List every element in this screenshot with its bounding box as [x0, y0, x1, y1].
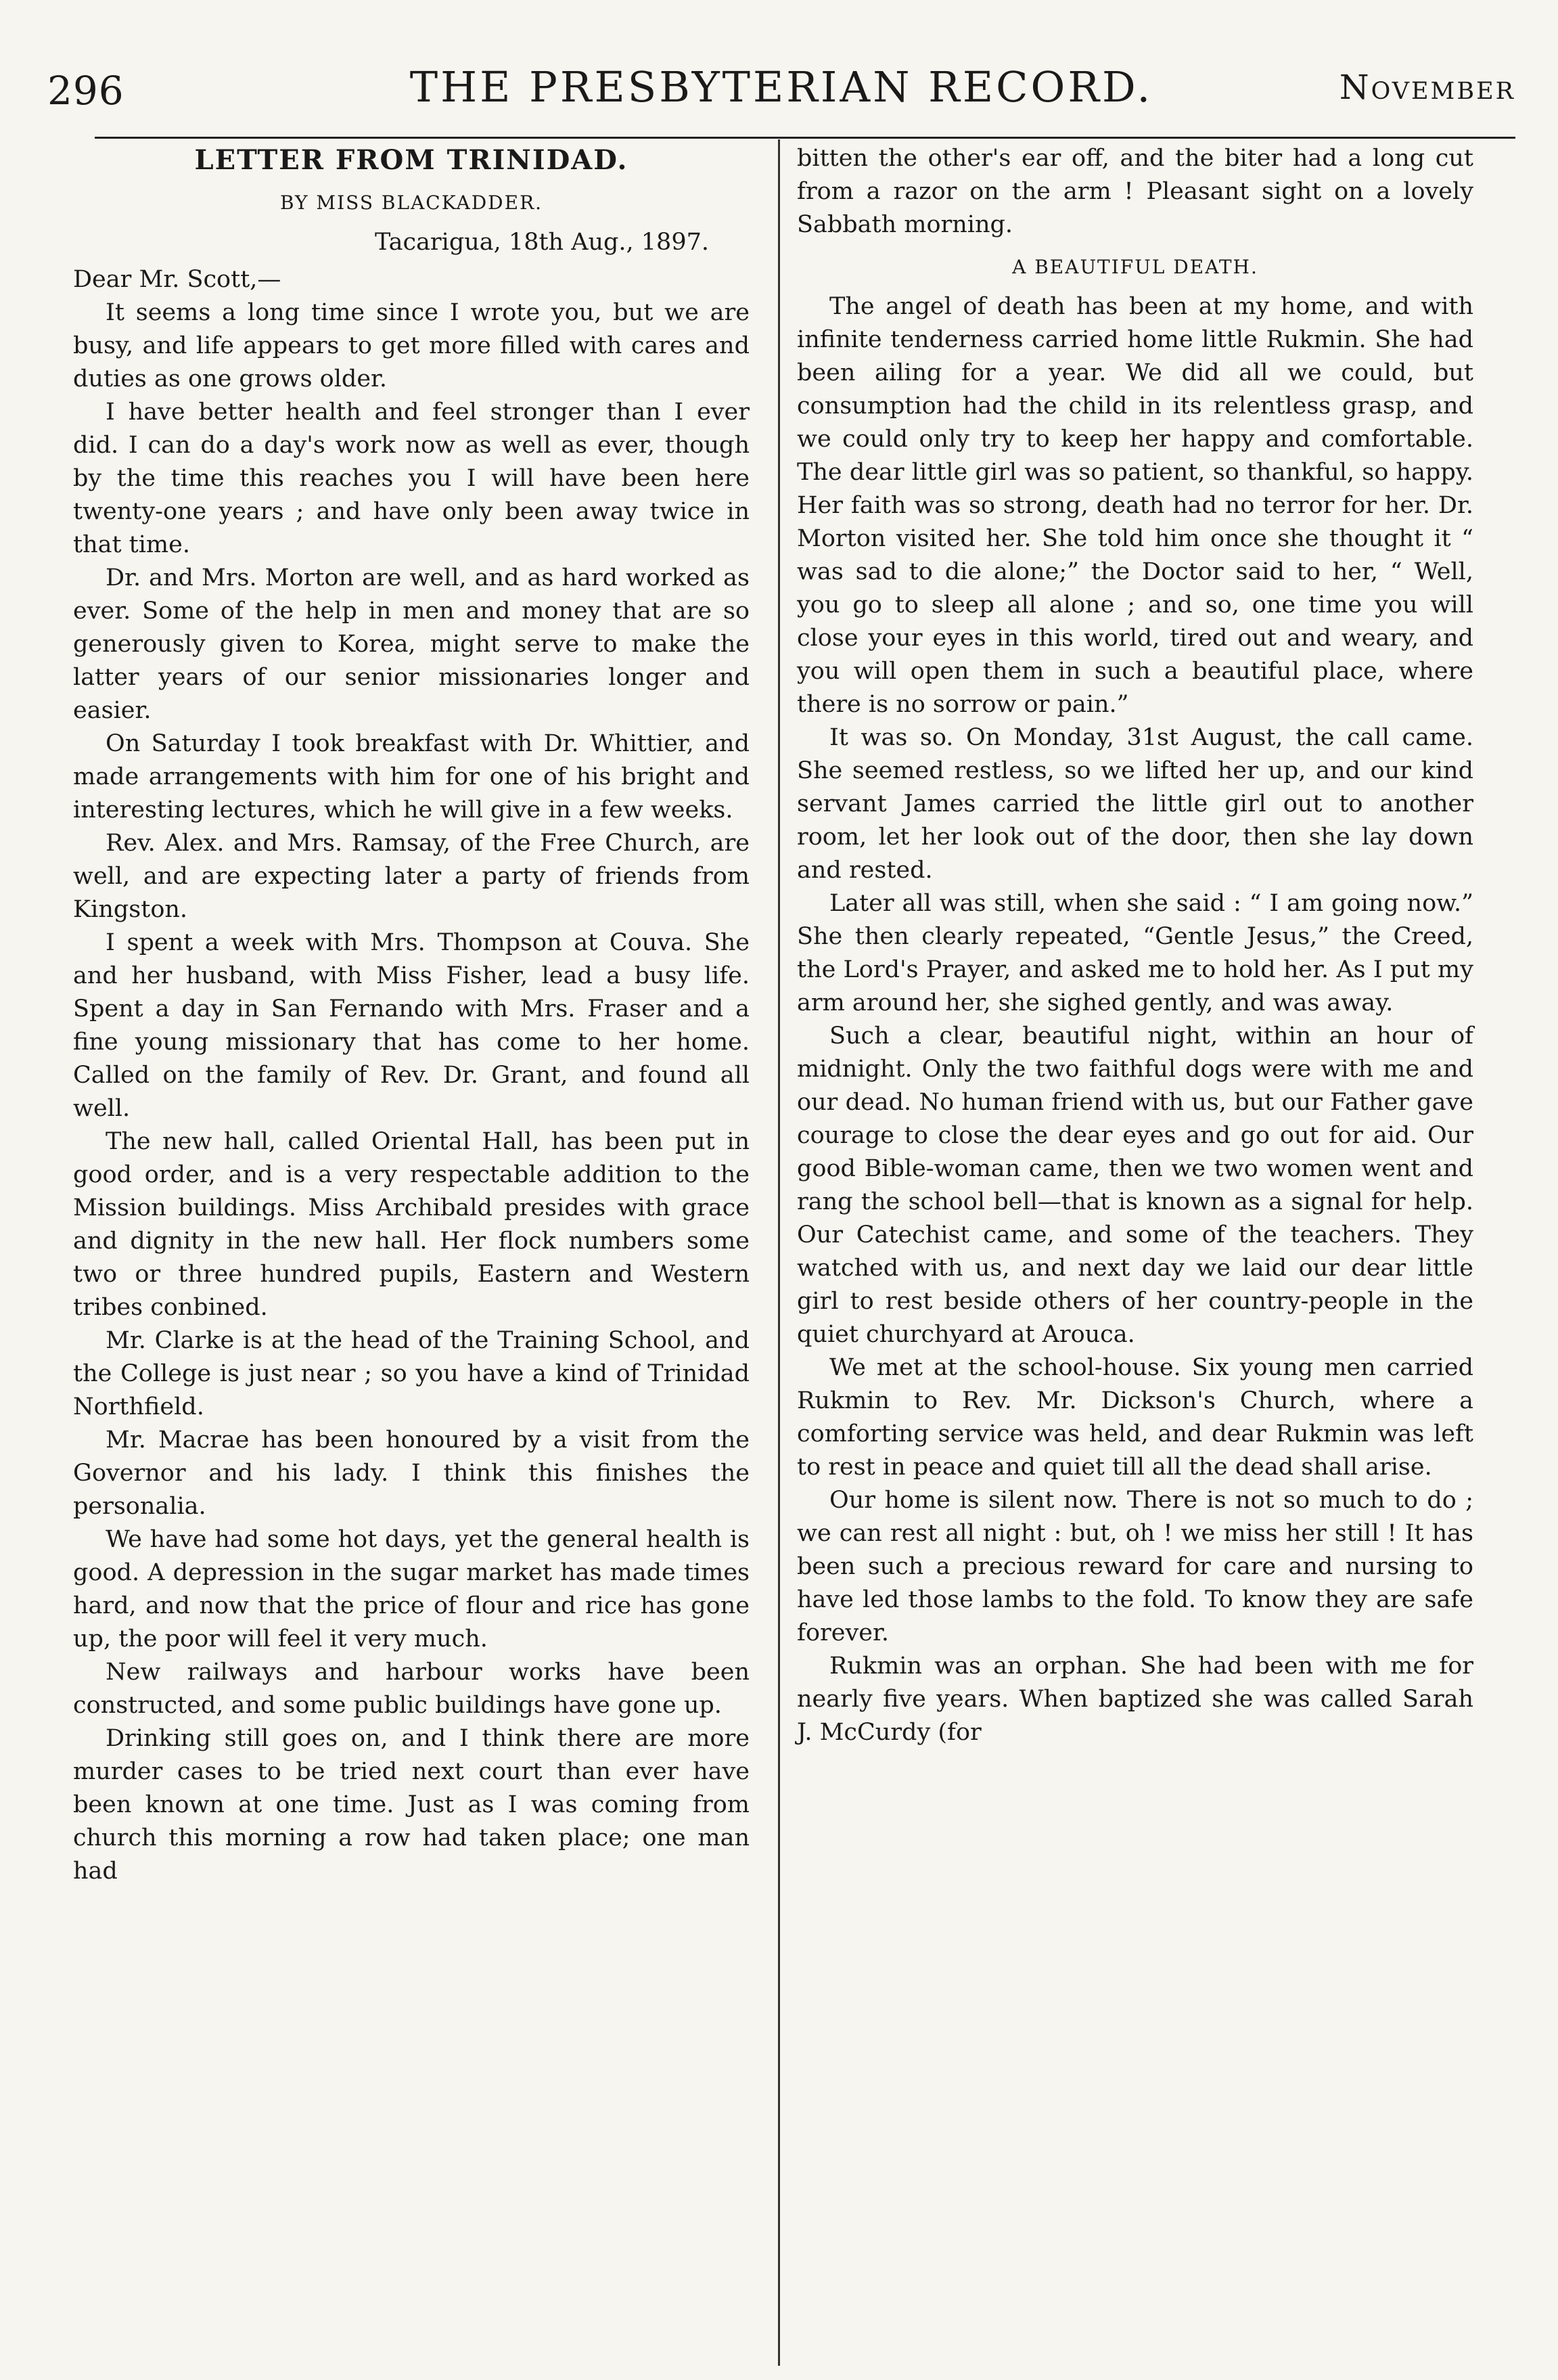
- paragraph: Dr. and Mrs. Morton are well, and as hard worked as ever. Some of the help in men and money that are so generously given to Korea, might serve to make the latter years of our senior missionaries longer and easier.: [73, 564, 750, 724]
- paragraph: The new hall, called Oriental Hall, has been put in good order, and is a very respectable addition to the Mission buildings. Miss Archibald presides with grace and dignity in the new hall. Her flock numbers some two or three hundred pupils, Eastern and Western tribes conbined.: [73, 1128, 750, 1321]
- paragraph: We met at the school-house. Six young men carried Rukmin to Rev. Mr. Dickson's Church, where a comforting service was held, and dear Rukmin was left to rest in peace and quiet till all the dead shall arise.: [797, 1354, 1473, 1481]
- paragraph: New railways and harbour works have been constructed, and some public buildings have gone up.: [73, 1659, 750, 1719]
- paragraph: On Saturday I took breakfast with Dr. Whittier, and made arrangements with him for one of his bright and interesting lectures, which he will give in a few weeks.: [73, 730, 750, 824]
- right-column: [797, 142, 1473, 1749]
- paragraph: Rukmin was an orphan. She had been with me for nearly five years. When baptized she was called Sarah J. McCurdy (for: [797, 1653, 1473, 1746]
- column-divider: [778, 139, 780, 2366]
- paragraph: I have better health and feel stronger than I ever did. I can do a day's work now as well as ever, though by the time this reaches you I will have been here twenty-one years ; and have only been away twice in that time.: [73, 399, 750, 558]
- salutation: Dear Mr. Scott,—: [73, 266, 281, 293]
- publication-title: THE PRESBYTERIAN RECORD.: [409, 62, 1153, 112]
- paragraph-continuation: bitten the other's ear off, and the biter had a long cut from a razor on the arm ! Pleasant sight on a lovely Sabbath morning.: [797, 145, 1473, 238]
- article-title: LETTER FROM TRINIDAD.: [194, 144, 628, 176]
- paragraph: Our home is silent now. There is not so much to do ; we can rest all night : but, oh ! we miss her still ! It has been such a precious reward for care and nursing to have led those lambs to the fold. To know they are safe forever.: [797, 1487, 1473, 1646]
- paragraph: Mr. Clarke is at the head of the Training School, and the College is just near ; so you have a kind of Trinidad Northfield.: [73, 1327, 750, 1420]
- paragraph: We have had some hot days, yet the general health is good. A depression in the sugar market has made times hard, and now that the price of flour and rice has gone up, the poor will feel it very much.: [73, 1526, 750, 1653]
- paragraph: Rev. Alex. and Mrs. Ramsay, of the Free Church, are well, and are expecting later a party of friends from Kingston.: [73, 830, 750, 923]
- paragraph: The angel of death has been at my home, and with infinite tenderness carried home little Rukmin. She had been ailing for a year. We did all we could, but consumption had the child in its relentless grasp, and we could only try to keep her happy and comfortable. The dear little girl was so patient, so thankful, so happy. Her faith was so strong, death had no terror for her. Dr. Morton visited her. She told him once she thought it “ was sad to die alone;” the Doctor said to her, “ Well, you go to sleep all alone ; and so, one time you will close your eyes in this world, tired out and weary, and you will open them in such a beautiful place, where there is no sorrow or pain.”: [797, 293, 1473, 718]
- paragraph: I spent a week with Mrs. Thompson at Couva. She and her husband, with Miss Fisher, lead a busy life. Spent a day in San Fernando with Mrs. Fraser and a fine young missionary that has come to her home. Called on the family of Rev. Dr. Grant, and found all well.: [73, 929, 750, 1122]
- article-byline: BY MISS BLACKADDER.: [279, 192, 543, 214]
- left-column: [73, 142, 750, 1888]
- paragraph: It was so. On Monday, 31st August, the call came. She seemed restless, so we lifted her up, and our kind servant James carried the little girl out to another room, let her look out of the door, then she lay down and rested.: [797, 724, 1473, 884]
- section-subhead: A BEAUTIFUL DEATH.: [1012, 256, 1258, 278]
- paragraph: Mr. Macrae has been honoured by a visit from the Governor and his lady. I think this finishes the personalia.: [73, 1427, 750, 1520]
- header-rule: [95, 137, 1515, 139]
- paragraph: Such a clear, beautiful night, within an hour of midnight. Only the two faithful dogs were with me and our dead. No human friend with us, but our Father gave courage to close the dear eyes and go out for aid. Our good Bible-woman came, then we two women went and rang the school bell—that is known as a signal for help. Our Catechist came, and some of the teachers. They watched with us, and next day we laid our dear little girl to rest beside others of her country-people in the quiet churchyard at Arouca.: [797, 1023, 1473, 1348]
- page-header: [47, 62, 1515, 116]
- paragraph: Drinking still goes on, and I think there are more murder cases to be tried next court than ever have been known at one time. Just as I was coming from church this morning a row had taken place; one man had: [73, 1725, 750, 1885]
- paragraph: It seems a long time since I wrote you, but we are busy, and life appears to get more filled with cares and duties as one grows older.: [73, 299, 750, 392]
- page-number: 296: [47, 68, 124, 114]
- article-dateline: Tacarigua, 18th Aug., 1897.: [374, 229, 709, 256]
- paragraph: Later all was still, when she said : “ I am going now.” She then clearly repeated, “Gentle Jesus,” the Creed, the Lord's Prayer, and asked me to hold her. As I put my arm around her, she sighed gently, and was away.: [797, 890, 1473, 1016]
- issue-month: November: [1339, 68, 1515, 107]
